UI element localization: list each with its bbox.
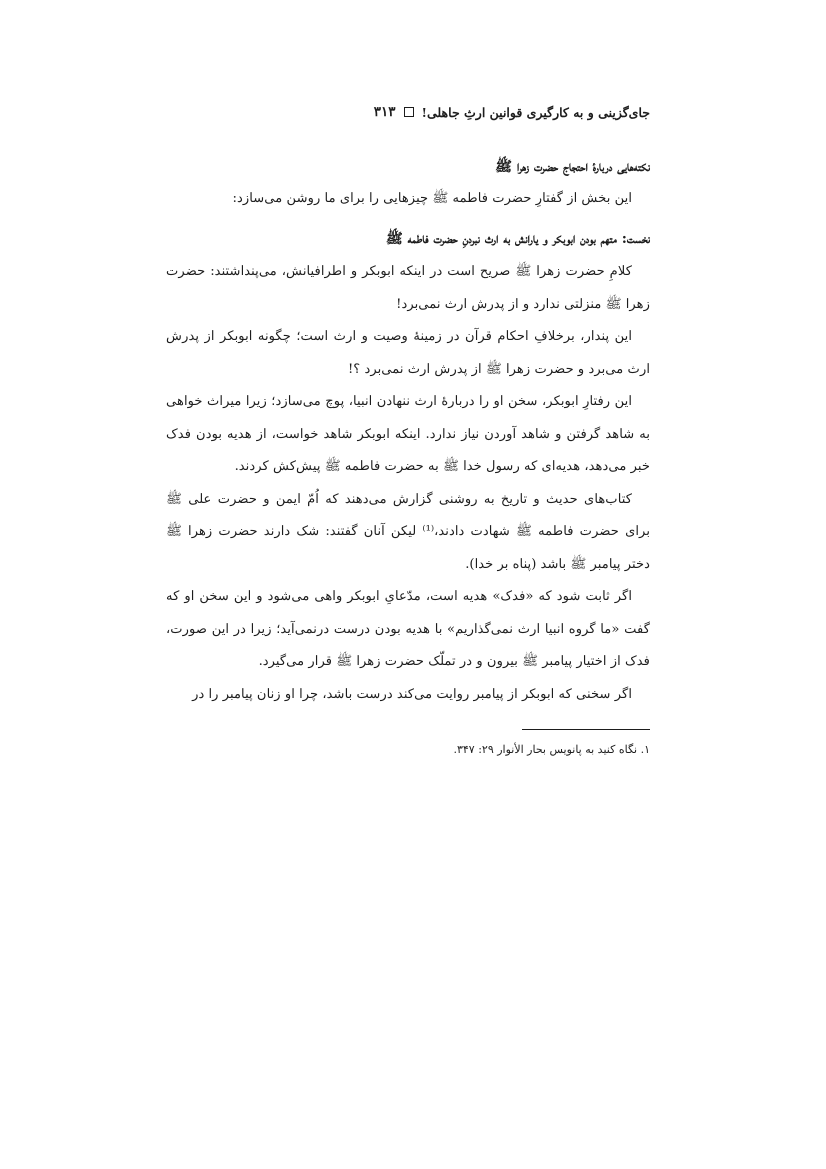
paragraph-1: کلامِ حضرت زهرا ﷺ صریح است در اینکه ابوبکر و اطرافیانش، می‌پنداشتند: حضرت زهرا ﷺ منزلتی ندارد و از پدرش ارث نمی‌برد! [166,264,650,312]
paragraph-6: اگر سخنی که ابوبکر از پیامبر روایت می‌کند درست باشد، چرا او زنان پیامبر را در [192,686,632,702]
subheading: نخست: متهم بودن ابوبکر و یارانش به ارث نبردنِ حضرت فاطمه ﷺ [385,231,650,247]
footnote-divider [522,729,650,730]
paragraph-2: این پندار، برخلافِ احکام قرآن در زمینهٔ وصیت و ارث است؛ چگونه ابوبکر از پدرش ارث می‌برد و حضرت زهرا ﷺ از پدرش ارث نمی‌برد ؟! [166,329,650,377]
running-head-title: جای‌گزینی و به کارگیری قوانین ارثِ جاهلی! [421,104,650,120]
section-heading: نکته‌هایی دربارهٔ احتجاج حضرت زهرا ﷺ [495,159,650,175]
square-icon [404,107,414,117]
footnote: ۱. نگاه کنید به پانویس بحار الأنوار ۲۹: ۳۴۷. [453,743,650,756]
page-number: ۳۱۳ [373,104,396,120]
running-head [166,100,650,124]
paragraph-3: این رفتارِ ابوبکر، سخن او را دربارهٔ ارث ننهادن انبیا، پوچ می‌سازد؛ زیرا میراث خواهی به شاهد گرفتن و شاهد آوردن نیاز ندارد. اینکه ابوبکر شاهد خواست، از هدیه بودن فدک خبر می‌دهد، هدیه‌ای که رسول خدا ﷺ به حضرت فاطمه ﷺ پیش‌کش کردند. [166,394,650,474]
intro-paragraph: این بخش از گفتارِ حضرت فاطمه ﷺ چیزهایی را برای ما روشن می‌سازد: [232,191,632,206]
book-page [166,100,650,760]
paragraph-5: اگر ثابت شود که «فدک» هدیه است، مدّعایِ ابوبکر واهی می‌شود و این سخن او که گفت «ما گروه انبیا ارث نمی‌گذاریم» با هدیه بودن درست درنمی‌آید؛ زیرا در این صورت، فدک از اختیار پیامبر ﷺ بیرون و در تملّک حضرت زهرا ﷺ قرار می‌گیرد. [166,589,650,669]
paragraph-4: کتاب‌های حدیث و تاریخ به روشنی گزارش می‌دهند که اُمّ ایمن و حضرت علی ﷺ برای حضرت فاطمه ﷺ شهادت دادند،⁽¹⁾ لیکن آنان گفتند: شک دارند حضرت زهرا ﷺ دختر پیامبر ﷺ باشد (پناه بر خدا). [166,491,651,572]
